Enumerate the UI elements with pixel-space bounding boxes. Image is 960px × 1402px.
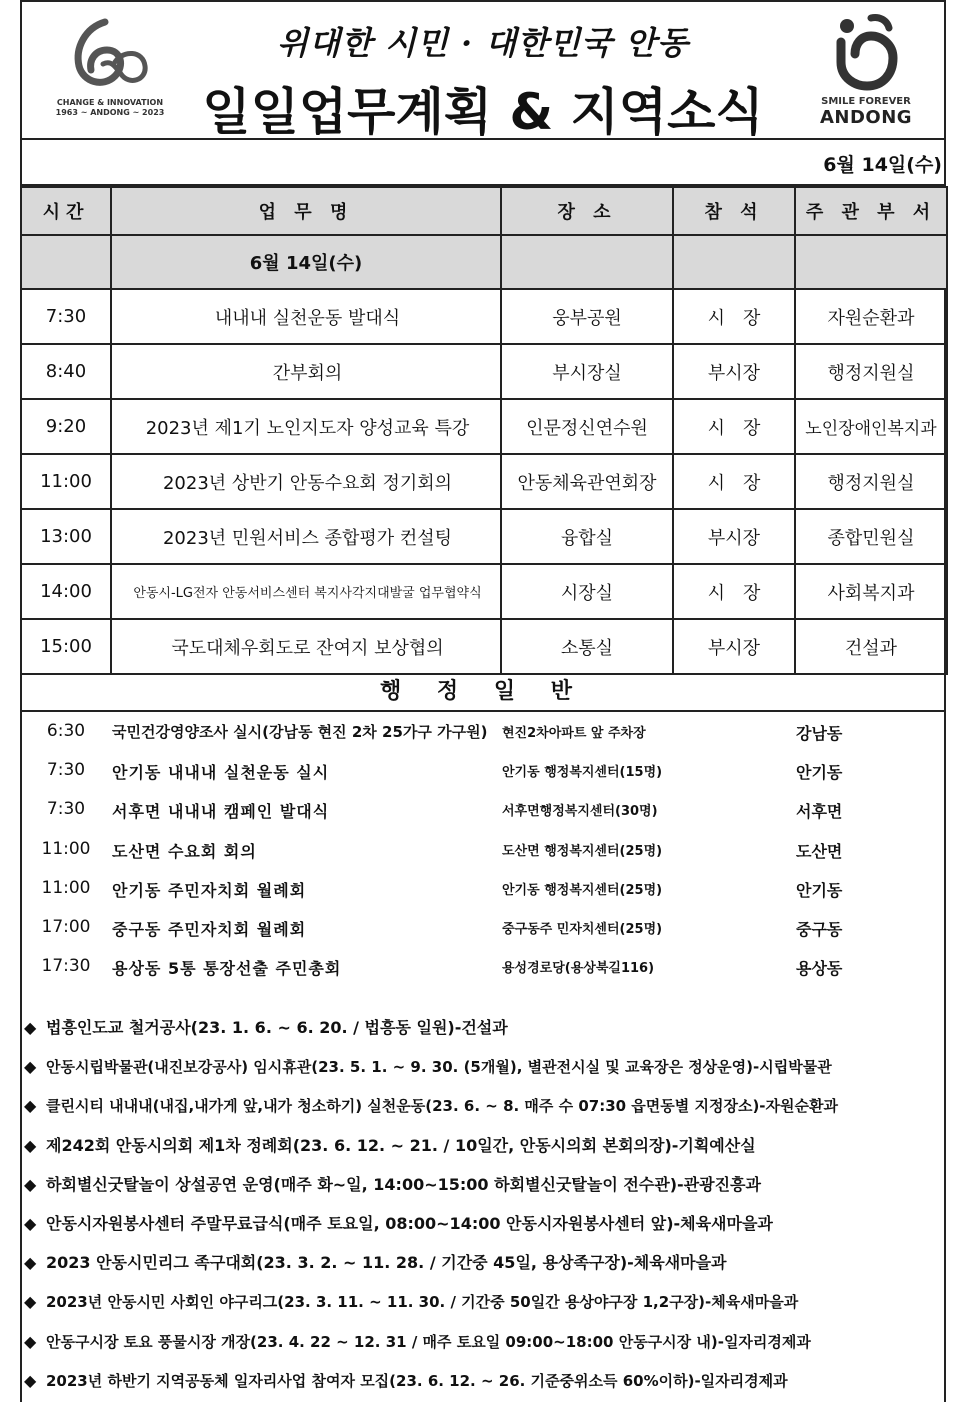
row-dept: 행정지원실	[795, 454, 947, 509]
admin-name: 서후면 내내내 캠페인 발대식	[112, 802, 330, 822]
admin-time: 11:00	[41, 877, 91, 898]
admin-name: 국민건강영양조사 실시(강남동 현진 2차 25가구 가구원)	[112, 723, 488, 741]
admin-time: 6:30	[46, 721, 86, 741]
diamond-icon: ◆	[24, 1174, 37, 1194]
table-row	[21, 454, 947, 509]
notice-text: 하회별신굿탈놀이 상설공연 운영(매주 화~일, 14:00~15:00 하회별신굿탈놀이 전수관)-관광진흥과	[46, 1174, 761, 1194]
diamond-icon: ◆	[24, 1096, 37, 1116]
admin-dept: 안기동	[796, 880, 843, 900]
admin-time: 17:30	[41, 956, 91, 977]
row-attend: 부시장	[673, 619, 795, 674]
notice-item	[24, 1126, 944, 1165]
notice-list	[24, 1008, 944, 1400]
admin-dept: 용상동	[796, 959, 843, 979]
admin-time: 7:30	[46, 799, 86, 820]
admin-name: 도산면 수요회 회의	[112, 841, 257, 861]
list-item	[20, 712, 946, 751]
notice-text: 안동시자원봉사센터 주말무료급식(매주 토요일, 08:00~14:00 안동시자원봉사센터 앞)-체육새마을과	[46, 1213, 773, 1233]
admin-name: 안기동 주민자치회 월례회	[112, 880, 307, 900]
row-attend: 부시장	[673, 509, 795, 564]
admin-name: 중구동 주민자치회 월례회	[112, 919, 307, 939]
list-item	[20, 751, 946, 790]
table-header-row	[21, 187, 947, 235]
row-attend: 시 장	[673, 289, 795, 344]
admin-place: 도산면 행정복지센터(25명)	[502, 843, 663, 859]
row-task: 내내내 실천운동 발대식	[111, 289, 501, 344]
admin-place: 중구동주 민자치센터(25명)	[502, 921, 663, 937]
diamond-icon: ◆	[24, 1057, 37, 1077]
admin-time: 11:00	[41, 838, 91, 859]
header-attend: 참 석	[673, 187, 795, 235]
notice-item	[24, 1361, 944, 1400]
andong-logo	[806, 12, 926, 132]
row-place: 부시장실	[501, 344, 673, 399]
row-time: 7:30	[21, 289, 111, 344]
notice-item	[24, 1243, 944, 1282]
row-time: 9:20	[21, 399, 111, 454]
admin-place: 안기동 행정복지센터(15명)	[502, 765, 663, 781]
admin-time: 7:30	[46, 760, 86, 781]
row-dept: 노인장애인복지과	[795, 399, 947, 454]
logo-years: 1963 ~ ANDONG ~ 2023	[55, 108, 165, 117]
table-row	[21, 344, 947, 399]
row-task: 간부회의	[111, 344, 501, 399]
list-item	[20, 908, 946, 947]
row-time: 15:00	[21, 619, 111, 674]
row-task: 국도대체우회도로 잔여지 보상협의	[111, 619, 501, 674]
notice-item	[24, 1165, 944, 1204]
current-date: 6월 14일(수)	[823, 154, 942, 176]
admin-dept: 중구동	[796, 919, 843, 939]
diamond-icon: ◆	[24, 1253, 37, 1273]
notice-text: 2023년 안동시민 사회인 야구리그(23. 3. 11. ~ 11. 30. / 기간중 50일간 용상야구장 1,2구장)-체육새마을과	[46, 1293, 799, 1312]
admin-place: 서후면행정복지센터(30명)	[502, 804, 658, 820]
admin-section-heading: 행 정 일 반	[20, 672, 946, 712]
row-task: 2023년 제1기 노인지도자 양성교육 특강	[111, 399, 501, 454]
diamond-icon: ◆	[24, 1135, 37, 1155]
logo-caption: CHANGE & INNOVATION	[56, 98, 164, 107]
row-attend: 시 장	[673, 564, 795, 619]
row-task: 2023년 상반기 안동수요회 정기회의	[111, 454, 501, 509]
notice-item	[24, 1204, 944, 1243]
row-task: 2023년 민원서비스 종합평가 컨설팅	[111, 509, 501, 564]
list-item	[20, 790, 946, 829]
row-place: 시장실	[501, 564, 673, 619]
admin-dept: 강남동	[796, 724, 843, 743]
diamond-icon: ◆	[24, 1018, 37, 1037]
admin-place: 안기동 행정복지센터(25명)	[502, 882, 663, 898]
row-time: 8:40	[21, 344, 111, 399]
list-item	[20, 947, 946, 986]
row-dept: 사회복지과	[795, 564, 947, 619]
row-dept: 건설과	[795, 619, 947, 674]
logo-brand: ANDONG	[819, 107, 913, 128]
table-row	[21, 619, 947, 674]
row-task: 안동시-LG전자 안동서비스센터 복지사각지대발굴 업무협약식	[111, 564, 501, 619]
admin-name: 안기동 내내내 실천운동 실시	[112, 763, 330, 783]
schedule-table	[20, 186, 948, 675]
diamond-icon: ◆	[24, 1213, 37, 1233]
admin-list	[20, 712, 946, 986]
header-place: 장 소	[501, 187, 673, 235]
notice-text: 안동구시장 토요 풍물시장 개장(23. 4. 22 ~ 12. 31 / 매주 토요일 09:00~18:00 안동구시장 내)-일자리경제과	[46, 1332, 811, 1351]
row-place: 웅부공원	[501, 289, 673, 344]
table-row	[21, 289, 947, 344]
list-item	[20, 830, 946, 869]
list-item	[20, 869, 946, 908]
table-row	[21, 564, 947, 619]
header-dept: 주 관 부 서	[795, 187, 947, 235]
diamond-icon: ◆	[24, 1370, 37, 1390]
admin-dept: 안기동	[796, 763, 843, 783]
notice-text: 2023 안동시민리그 족구대회(23. 3. 2. ~ 11. 28. / 기간중 45일, 용상족구장)-체육새마을과	[46, 1253, 727, 1273]
admin-dept: 도산면	[796, 841, 843, 861]
row-place: 소통실	[501, 619, 673, 674]
row-place: 안동체육관연회장	[501, 454, 673, 509]
admin-time: 17:00	[41, 916, 91, 937]
logo-caption-right: SMILE FOREVER	[821, 96, 911, 107]
row-time: 11:00	[21, 454, 111, 509]
row-attend: 시 장	[673, 454, 795, 509]
row-dept: 종합민원실	[795, 509, 947, 564]
table-date-label: 6월 14일(수)	[111, 235, 501, 289]
notice-item	[24, 1322, 944, 1361]
header-task: 업 무 명	[111, 187, 501, 235]
notice-item	[24, 1086, 944, 1125]
page-title: 일일업무계획 & 지역소식	[202, 83, 764, 141]
diamond-icon: ◆	[24, 1331, 37, 1351]
row-dept: 자원순환과	[795, 289, 947, 344]
notice-text: 법흥인도교 철거공사(23. 1. 6. ~ 6. 20. / 법흥동 일원)-건설과	[46, 1018, 508, 1037]
admin-name: 용상동 5통 통장선출 주민총회	[112, 959, 342, 979]
diamond-icon: ◆	[24, 1292, 37, 1312]
notice-item	[24, 1008, 944, 1047]
row-time: 14:00	[21, 564, 111, 619]
row-dept: 행정지원실	[795, 344, 947, 399]
notice-item	[24, 1282, 944, 1321]
notice-text: 2023년 하반기 지역공동체 일자리사업 참여자 모집(23. 6. 12. ~ 26. 기준중위소득 60%이하)-일자리경제과	[46, 1371, 788, 1390]
row-attend: 부시장	[673, 344, 795, 399]
notice-text: 클린시티 내내내(내집,내가게 앞,내가 청소하기) 실천운동(23. 6. ~ 8. 매주 수 07:30 읍면동별 지정장소)-자원순환과	[46, 1097, 838, 1116]
row-attend: 시 장	[673, 399, 795, 454]
table-row	[21, 399, 947, 454]
admin-place: 현진2차아파트 앞 주차장	[502, 726, 646, 741]
notice-item	[24, 1047, 944, 1086]
row-time: 13:00	[21, 509, 111, 564]
header	[20, 0, 946, 140]
notice-text: 제242회 안동시의회 제1차 정례회(23. 6. 12. ~ 21. / 10일간, 안동시의회 본회의장)-기획예산실	[46, 1135, 756, 1155]
admin-place: 용성경로당(용상북길116)	[502, 961, 655, 977]
date-row	[20, 140, 946, 186]
notice-text: 안동시립박물관(내진보강공사) 임시휴관(23. 5. 1. ~ 9. 30. (5개월), 별관전시실 및 교육장은 정상운영)-시립박물관	[46, 1058, 832, 1077]
header-time: 시간	[21, 187, 111, 235]
table-date-row	[21, 235, 947, 289]
table-row	[21, 509, 947, 564]
row-place: 인문정신연수원	[501, 399, 673, 454]
smile-logo-icon	[831, 12, 901, 92]
admin-dept: 서후면	[796, 802, 843, 822]
slogan: 위대한 시민 · 대한민국 안동	[277, 24, 689, 62]
row-place: 융합실	[501, 509, 673, 564]
